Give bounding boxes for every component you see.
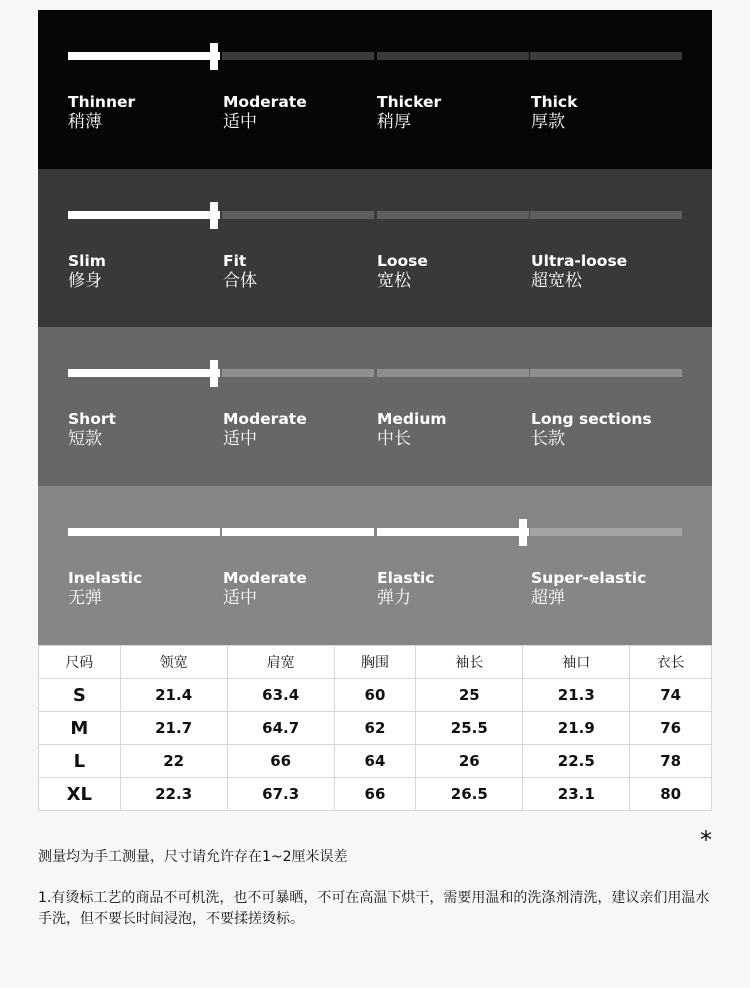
table-cell: L — [39, 745, 121, 778]
scale-option — [377, 251, 428, 291]
scale-segment — [530, 52, 682, 60]
table-header-cell: 尺码 — [39, 646, 121, 679]
scale-option — [223, 251, 257, 291]
option-label-en: Thinner — [68, 93, 136, 111]
scale-segment — [222, 52, 374, 60]
option-label-zh: 宽松 — [377, 271, 411, 291]
option-label-zh: 合体 — [223, 271, 257, 291]
option-label-en: Moderate — [223, 93, 307, 111]
table-cell: 74 — [630, 679, 712, 712]
table-cell: 21.4 — [120, 679, 227, 712]
option-label-en: Moderate — [223, 410, 307, 428]
option-label-en: Medium — [377, 410, 447, 428]
scale-segment — [68, 369, 220, 377]
table-cell: 22.3 — [120, 778, 227, 811]
table-header-cell: 袖长 — [416, 646, 523, 679]
scale-segment — [68, 52, 220, 60]
option-label-en: Thicker — [377, 93, 442, 111]
option-label-en: Slim — [68, 252, 106, 270]
option-label-zh: 稍薄 — [68, 112, 102, 132]
table-header-cell: 袖口 — [523, 646, 630, 679]
table-header-row — [39, 646, 712, 679]
option-label-en: Inelastic — [68, 569, 143, 587]
table-cell: 78 — [630, 745, 712, 778]
option-label-en: Long sections — [531, 410, 652, 428]
table-cell: 76 — [630, 712, 712, 745]
table-header-cell: 衣长 — [630, 646, 712, 679]
table-row — [39, 712, 712, 745]
scale-segment — [377, 52, 529, 60]
option-label-zh: 厚款 — [531, 112, 565, 132]
table-cell: 21.3 — [523, 679, 630, 712]
scale-marker — [210, 360, 218, 387]
table-cell: 66 — [227, 745, 334, 778]
table-cell: S — [39, 679, 121, 712]
size-chart-table — [38, 645, 712, 811]
option-label-en: Loose — [377, 252, 428, 270]
scale-option — [377, 409, 447, 449]
table-header-cell: 肩宽 — [227, 646, 334, 679]
table-cell: 26.5 — [416, 778, 523, 811]
option-label-en: Super-elastic — [531, 569, 647, 587]
scale-marker — [210, 43, 218, 70]
table-cell: 21.9 — [523, 712, 630, 745]
option-label-en: Ultra-loose — [531, 252, 628, 270]
table-cell: 64.7 — [227, 712, 334, 745]
scale-segment — [377, 211, 529, 219]
scale-option — [223, 92, 307, 132]
table-cell: 62 — [334, 712, 416, 745]
scale-option — [531, 251, 627, 291]
option-label-en: Fit — [223, 252, 247, 270]
option-label-zh: 无弹 — [68, 588, 102, 608]
scale-segment — [530, 528, 682, 536]
scale-option — [223, 568, 307, 608]
elasticity-scale-panel — [38, 486, 712, 645]
length-scale-panel — [38, 327, 712, 486]
scale-segment — [222, 369, 374, 377]
option-label-zh: 弹力 — [377, 588, 411, 608]
table-cell: M — [39, 712, 121, 745]
scale-segment — [68, 528, 220, 536]
table-cell: 66 — [334, 778, 416, 811]
option-label-zh: 短款 — [68, 429, 102, 449]
scale-option — [68, 92, 135, 132]
table-cell: 23.1 — [523, 778, 630, 811]
scale-segment — [530, 211, 682, 219]
table-cell: 21.7 — [120, 712, 227, 745]
scale-segment — [530, 369, 682, 377]
table-cell: 22 — [120, 745, 227, 778]
option-label-zh: 超弹 — [531, 588, 565, 608]
table-cell: 25.5 — [416, 712, 523, 745]
scale-option — [531, 409, 652, 449]
table-cell: 25 — [416, 679, 523, 712]
option-label-en: Short — [68, 410, 116, 428]
scale-option — [531, 92, 577, 132]
option-label-zh: 修身 — [68, 271, 102, 291]
scale-option — [68, 568, 142, 608]
scale-option — [377, 568, 435, 608]
scale-segment — [377, 528, 529, 536]
scale-segment — [377, 369, 529, 377]
scale-marker — [519, 519, 527, 546]
option-label-en: Thick — [531, 93, 578, 111]
scale-option — [377, 92, 441, 132]
option-label-zh: 长款 — [531, 429, 565, 449]
scale-option — [68, 409, 116, 449]
scale-segment — [222, 211, 374, 219]
table-row — [39, 679, 712, 712]
table-cell: 63.4 — [227, 679, 334, 712]
table-cell: 26 — [416, 745, 523, 778]
fit-scale-panel — [38, 169, 712, 328]
table-cell: 67.3 — [227, 778, 334, 811]
option-label-zh: 中长 — [377, 429, 411, 449]
note-asterisk: * — [700, 826, 712, 854]
scale-segment — [222, 528, 374, 536]
scale-option — [68, 251, 106, 291]
scale-marker — [210, 202, 218, 229]
measurement-note: 测量均为手工测量，尺寸请允许存在1~2厘米误差 — [38, 849, 348, 865]
thickness-scale-panel — [38, 10, 712, 169]
table-header-cell: 胸围 — [334, 646, 416, 679]
care-instructions: 1.有烫标工艺的商品不可机洗，也不可暴晒，不可在高温下烘干，需要用温和的洗涤剂清洗，建议亲们用温水手洗，但不要长时间浸泡，不要揉搓烫标。 — [38, 890, 710, 927]
scale-option — [223, 409, 307, 449]
table-row — [39, 745, 712, 778]
table-cell: 64 — [334, 745, 416, 778]
table-header-cell: 领宽 — [120, 646, 227, 679]
scale-option — [531, 568, 646, 608]
option-label-en: Moderate — [223, 569, 307, 587]
scale-segment — [68, 211, 220, 219]
option-label-zh: 稍厚 — [377, 112, 411, 132]
table-cell: 22.5 — [523, 745, 630, 778]
option-label-en: Elastic — [377, 569, 435, 587]
option-label-zh: 适中 — [223, 112, 257, 132]
option-label-zh: 适中 — [223, 588, 257, 608]
option-label-zh: 适中 — [223, 429, 257, 449]
table-cell: XL — [39, 778, 121, 811]
table-cell: 80 — [630, 778, 712, 811]
table-cell: 60 — [334, 679, 416, 712]
table-row — [39, 778, 712, 811]
option-label-zh: 超宽松 — [531, 271, 582, 291]
